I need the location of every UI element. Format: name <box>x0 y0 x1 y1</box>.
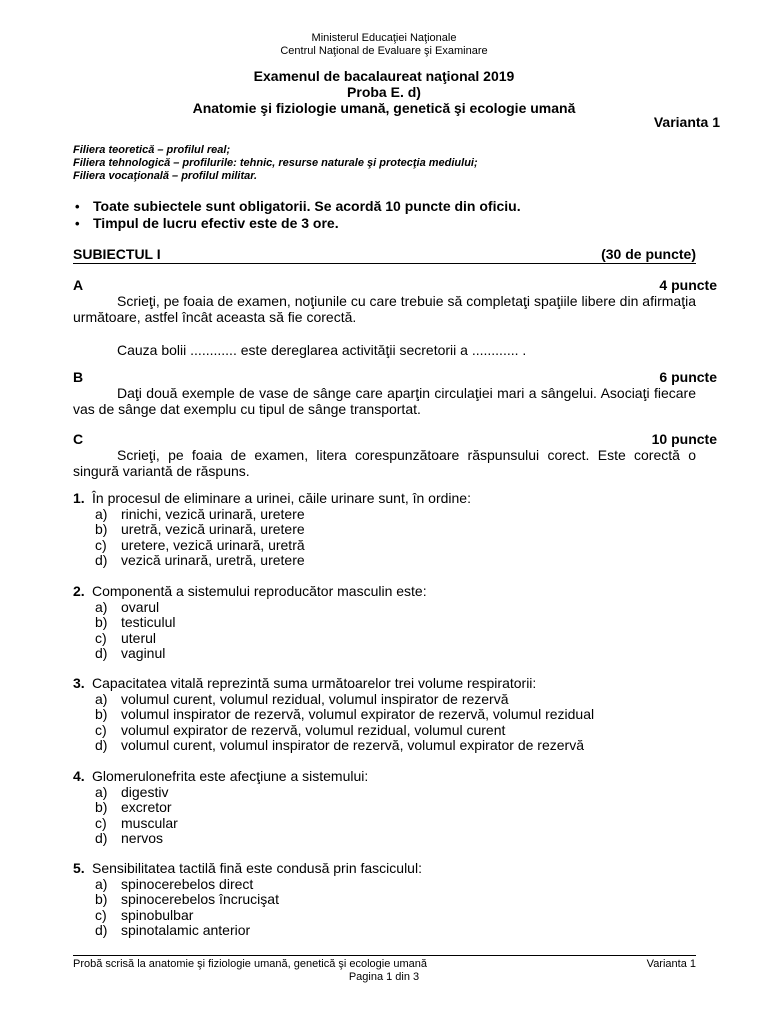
question-text: Componentă a sistemului reproducător masculin este: <box>92 583 427 599</box>
filiera-line: Filiera teoretică – profilul real; <box>73 144 231 156</box>
option-letter: a) <box>95 690 108 707</box>
option-letter: c) <box>95 721 107 738</box>
option-text: volumul curent, volumul inspirator de rezervă, volumul expirator de rezervă <box>121 737 584 753</box>
answer-option <box>73 522 471 538</box>
option-letter: c) <box>95 814 107 831</box>
option-text: volumul curent, volumul rezidual, volumul inspirator de rezervă <box>121 690 509 707</box>
section-c-text <box>73 447 696 479</box>
option-text: vezică urinară, uretră, uretere <box>121 552 305 568</box>
bullet-icon: • <box>75 199 80 214</box>
option-letter: b) <box>95 706 108 722</box>
question-text: Glomerulonefrita este afecţiune a sistemului: <box>92 768 369 784</box>
footer-variant: Varianta 1 <box>646 958 696 970</box>
option-text: excretor <box>121 799 172 815</box>
option-letter: a) <box>95 875 108 892</box>
option-text: testiculul <box>121 614 176 630</box>
bullet-icon: • <box>75 216 80 231</box>
answer-option <box>73 723 594 739</box>
option-text: uterul <box>121 629 157 646</box>
answer-option <box>73 631 427 647</box>
question-number: 1. <box>73 490 85 506</box>
section-a-points: 4 puncte <box>659 277 717 293</box>
option-letter: a) <box>95 505 108 522</box>
section-b-points: 6 puncte <box>659 369 717 385</box>
question-1 <box>73 491 471 569</box>
exam-title: Examenul de bacalaureat naţional 2019 <box>253 68 515 84</box>
option-letter: d) <box>95 645 108 661</box>
answer-option <box>73 816 368 832</box>
exam-proba: Proba E. d) <box>347 84 421 100</box>
footer-exam-name: Probă scrisă la anatomie şi fiziologie umană, genetică şi ecologie umană <box>73 958 428 970</box>
option-text: vaginul <box>121 645 166 661</box>
option-text: spinocerebelos încrucişat <box>121 891 279 907</box>
question-3 <box>73 676 594 754</box>
question-number: 4. <box>73 768 85 784</box>
answer-option <box>73 923 422 939</box>
section-a-instruction: Scrieţi, pe foaia de examen, noţiunile cu care trebuie să completaţi spaţiile libere din afirmaţia următoare, astfel încât aceasta să fie corectă. <box>73 293 696 325</box>
option-text: muscular <box>121 814 178 831</box>
answer-option <box>73 785 368 801</box>
section-b-letter: B <box>73 369 84 385</box>
subject-points: (30 de puncte) <box>601 246 696 262</box>
answer-option <box>73 692 594 708</box>
section-b-text <box>73 385 696 417</box>
section-c-letter: C <box>73 431 84 447</box>
option-text: spinocerebelos direct <box>121 875 254 892</box>
answer-option <box>73 831 368 847</box>
question-4 <box>73 769 368 847</box>
question-text: Capacitatea vitală reprezintă suma următoarelor trei volume respiratorii: <box>92 675 537 691</box>
subject-title: SUBIECTUL I <box>73 246 161 262</box>
answer-option <box>73 646 427 662</box>
section-a-fill-sentence: Cauza bolii ............ este dereglarea activităţii secretorii a ............ . <box>117 342 527 358</box>
subject-header <box>73 246 696 264</box>
option-text: spinotalamic anterior <box>121 922 251 938</box>
answer-option <box>73 707 594 723</box>
instruction-text: Timpul de lucru efectiv este de 3 ore. <box>93 215 339 231</box>
footer-divider <box>73 955 696 956</box>
section-a-text <box>73 293 696 325</box>
instruction-item <box>75 215 521 232</box>
answer-option <box>73 892 422 908</box>
question-2 <box>73 584 427 662</box>
question-text: În procesul de eliminare a urinei, căile urinare sunt, în ordine: <box>92 490 471 506</box>
instruction-text: Toate subiectele sunt obligatorii. Se acordă 10 puncte din oficiu. <box>93 198 521 214</box>
option-text: uretră, vezică urinară, uretere <box>121 521 305 537</box>
filiera-line: Filiera vocaţională – profilul militar. <box>73 170 257 182</box>
option-letter: b) <box>95 891 108 907</box>
answer-option <box>73 800 368 816</box>
question-number: 3. <box>73 675 85 691</box>
center-header: Centrul Naţional de Evaluare şi Examinare <box>280 45 488 57</box>
option-letter: d) <box>95 922 108 938</box>
option-letter: b) <box>95 521 108 537</box>
variant-label: Varianta 1 <box>653 114 720 130</box>
section-b-instruction: Daţi două exemple de vase de sânge care aparţin circulaţiei mari a sângelui. Asociaţi fiecare vas de sânge dat exemplu cu tipul de sânge transportat. <box>73 385 696 417</box>
answer-option <box>73 877 422 893</box>
option-text: digestiv <box>121 783 169 800</box>
option-text: ovarul <box>121 598 160 615</box>
option-text: volumul inspirator de rezervă, volumul expirator de rezervă, volumul rezidual <box>121 706 595 722</box>
answer-option <box>73 538 471 554</box>
option-letter: a) <box>95 598 108 615</box>
option-letter: c) <box>95 906 107 923</box>
section-a-sentence <box>73 342 696 358</box>
section-c-points: 10 puncte <box>651 431 717 447</box>
instruction-item <box>75 198 521 215</box>
option-letter: c) <box>95 629 107 646</box>
answer-option <box>73 553 471 569</box>
question-number: 5. <box>73 860 85 876</box>
page-number: Pagina 1 din 3 <box>348 971 420 983</box>
option-text: spinobulbar <box>121 906 194 923</box>
question-text: Sensibilitatea tactilă fină este condusă prin fasciculul: <box>92 860 422 876</box>
option-letter: d) <box>95 552 108 568</box>
answer-option <box>73 738 594 754</box>
answer-option <box>73 615 427 631</box>
filiera-line: Filiera tehnologică – profilurile: tehnic, resurse naturale şi protecţia mediului; <box>73 157 478 169</box>
option-letter: a) <box>95 783 108 800</box>
option-letter: b) <box>95 799 108 815</box>
section-c-instruction: Scrieţi, pe foaia de examen, litera corespunzătoare răspunsului corect. Este corectă o singură variantă de răspuns. <box>73 447 696 479</box>
option-letter: b) <box>95 614 108 630</box>
option-text: rinichi, vezică urinară, uretere <box>121 505 305 522</box>
option-text: volumul expirator de rezervă, volumul rezidual, volumul curent <box>121 721 506 738</box>
option-text: uretere, vezică urinară, uretră <box>121 536 305 553</box>
exam-subject: Anatomie şi fiziologie umană, genetică şi ecologie umană <box>192 100 576 116</box>
ministry-header: Ministerul Educaţiei Naţionale <box>311 32 457 44</box>
option-letter: c) <box>95 536 107 553</box>
section-a-letter: A <box>73 277 84 293</box>
instructions-list <box>75 198 521 232</box>
question-number: 2. <box>73 583 85 599</box>
option-letter: d) <box>95 830 108 846</box>
answer-option <box>73 507 471 523</box>
option-letter: d) <box>95 737 108 753</box>
answer-option <box>73 908 422 924</box>
option-text: nervos <box>121 830 164 846</box>
question-5 <box>73 861 422 939</box>
answer-option <box>73 600 427 616</box>
